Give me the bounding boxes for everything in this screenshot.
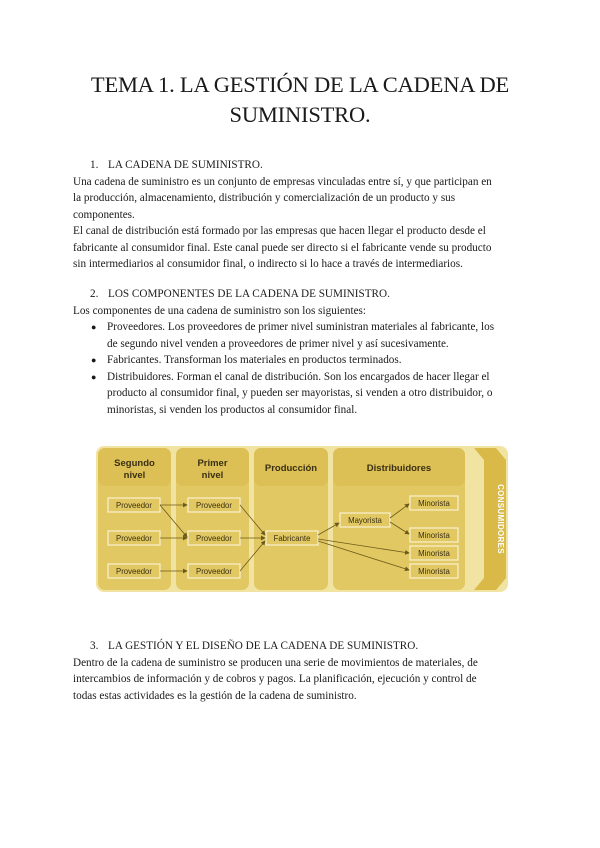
proveedor-1-label: Proveedor	[196, 501, 232, 510]
section-2-heading	[73, 286, 533, 303]
proveedor-2-label: Proveedor	[116, 501, 152, 510]
text-line: Fabricantes. Transforman los materiales en productos terminados.	[107, 354, 402, 366]
col1-label-2: nivel	[123, 470, 146, 481]
section-2-title: LOS COMPONENTES DE LA CADENA DE SUMINISTRO.	[108, 288, 390, 300]
section-3	[73, 638, 533, 704]
text-line: de segundo nivel venden a proveedores de primer nivel y así sucesivamente.	[107, 337, 449, 350]
text-line: minoristas, si venden los productos al consumidor final.	[107, 403, 358, 416]
minorista-label: Minorista	[418, 549, 450, 558]
section-3-paragraph	[73, 655, 533, 705]
section-1	[73, 157, 533, 273]
consumers-label: CONSUMIDORES	[496, 484, 505, 554]
col3-label: Producción	[264, 463, 318, 474]
col1-label-1: Segundo	[114, 458, 155, 469]
minorista-label: Minorista	[418, 499, 450, 508]
text-line: Proveedores. Los proveedores de primer nivel suministran materiales al fabricante, los	[107, 321, 495, 333]
col4-label: Distribuidores	[366, 463, 432, 474]
minorista-label: Minorista	[418, 567, 450, 576]
text-line: la producción, almacenamiento, distribución y comercialización de un producto y sus	[73, 192, 456, 204]
fabricante-label: Fabricante	[273, 534, 311, 543]
text-line: El canal de distribución está formado por las empresas que hacen llegar el producto desde el	[73, 225, 486, 237]
mayorista-label: Mayorista	[348, 516, 382, 525]
title-line-1: TEMA 1. LA GESTIÓN DE LA CADENA DE	[90, 72, 510, 97]
title-line-2: SUMINISTRO.	[229, 102, 371, 127]
col2-label-2: nivel	[201, 470, 224, 481]
text-line: fabricante al consumidor final. Este canal puede ser directo si el fabricante vende su producto	[73, 241, 492, 254]
text-line: sin intermediarios al consumidor final, o indirecto si lo hace a través de intermediarios.	[73, 258, 463, 270]
section-1-paragraph-1	[73, 174, 533, 224]
col2-label-1: Primer	[197, 458, 228, 469]
list-item	[73, 319, 533, 352]
proveedor-1-label: Proveedor	[196, 534, 232, 543]
list-item	[73, 352, 533, 369]
section-2-number: 2.	[90, 288, 99, 300]
page-title	[60, 70, 540, 130]
minorista-label: Minorista	[418, 531, 450, 540]
bullet-icon: ●	[91, 355, 97, 365]
text-line: componentes.	[73, 208, 135, 221]
section-1-title: LA CADENA DE SUMINISTRO.	[108, 159, 263, 171]
bullet-icon: ●	[91, 322, 97, 332]
section-1-number: 1.	[90, 159, 99, 171]
text-line: Dentro de la cadena de suministro se producen una serie de movimientos de materiales, de	[73, 656, 478, 669]
supply-chain-diagram	[96, 446, 508, 592]
bullet-icon: ●	[91, 371, 97, 382]
section-2	[73, 286, 533, 418]
column-produccion	[254, 448, 328, 590]
proveedor-1-label: Proveedor	[196, 567, 232, 576]
section-1-paragraph-2	[73, 223, 533, 273]
text-line: Una cadena de suministro es un conjunto de empresas vinculadas entre sí, y que participan en	[73, 175, 492, 188]
section-3-heading	[73, 638, 533, 655]
components-list	[73, 319, 533, 418]
proveedor-2-label: Proveedor	[116, 534, 152, 543]
section-3-title: LA GESTIÓN Y EL DISEÑO DE LA CADENA DE SUMINISTRO.	[108, 640, 419, 652]
section-2-intro: Los componentes de una cadena de suministro son los siguientes:	[73, 304, 366, 317]
text-line: producto al consumidor final, y pueden ser mayoristas, si venden a otro distribuidor, o	[107, 387, 493, 399]
list-item	[73, 369, 533, 419]
section-1-heading	[73, 157, 533, 174]
supply-chain-svg	[96, 446, 508, 592]
proveedor-2-label: Proveedor	[116, 567, 152, 576]
text-line: todas estas actividades es la gestión de la cadena de suministro.	[73, 689, 357, 702]
text-line: Distribuidores. Forman el canal de distribución. Son los encargados de hacer llegar el	[107, 370, 490, 383]
text-line: intercambios de información y de cobros y pagos. La planificación, ejecución y control de	[73, 673, 477, 685]
section-3-number: 3.	[90, 640, 99, 652]
